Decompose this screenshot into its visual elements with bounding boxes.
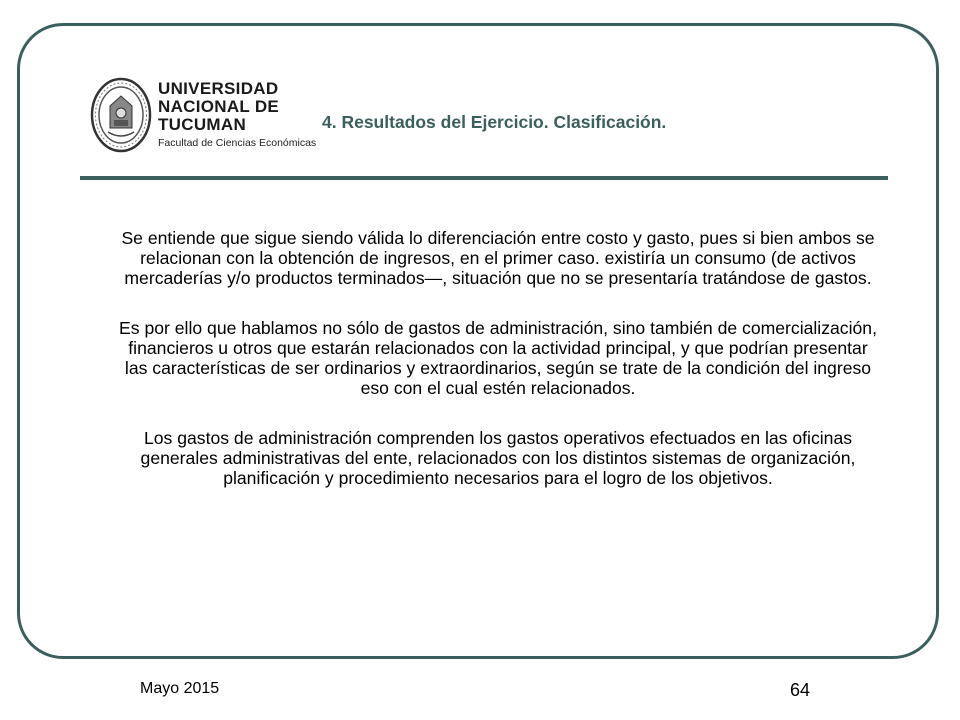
university-seal-icon xyxy=(90,76,152,154)
logo-line-1: UNIVERSIDAD xyxy=(158,79,279,98)
slide-body xyxy=(118,228,878,518)
paragraph-3: Los gastos de administración comprenden los gastos operativos efectuados en las oficinas generales administrativas del ente, relacionados con los distintos sistemas de organización, planificación y procedimiento necesarios para el logro de los objetivos. xyxy=(140,428,856,488)
logo-wordmark xyxy=(158,80,316,150)
logo-line-2: NACIONAL DE xyxy=(158,97,280,116)
footer-date: Mayo 2015 xyxy=(140,680,220,697)
logo-subtitle: Facultad de Ciencias Económicas xyxy=(158,137,317,149)
paragraph-2: Es por ello que hablamos no sólo de gastos de administración, sino también de comercialización, financieros u otros que estarán relacionados con la actividad principal, y que podrían presentar las características de ser ordinarios y extraordinarios, según se trate de la condición del ingreso eso con el cual estén relacionados. xyxy=(119,318,877,398)
slide-title: 4. Resultados del Ejercicio. Clasificación. xyxy=(322,112,667,132)
page-number: 64 xyxy=(790,680,811,700)
logo-line-3: TUCUMAN xyxy=(158,115,247,134)
paragraph-1: Se entiende que sigue siendo válida lo diferenciación entre costo y gasto, pues si bien ambos se relacionan con la obtención de ingresos, en el primer caso. existiría un consumo (de activos mercaderías y/o productos terminados—, situación que no se presentaría tratándose de gastos. xyxy=(121,228,875,288)
university-logo xyxy=(88,74,328,158)
title-divider xyxy=(80,176,888,180)
